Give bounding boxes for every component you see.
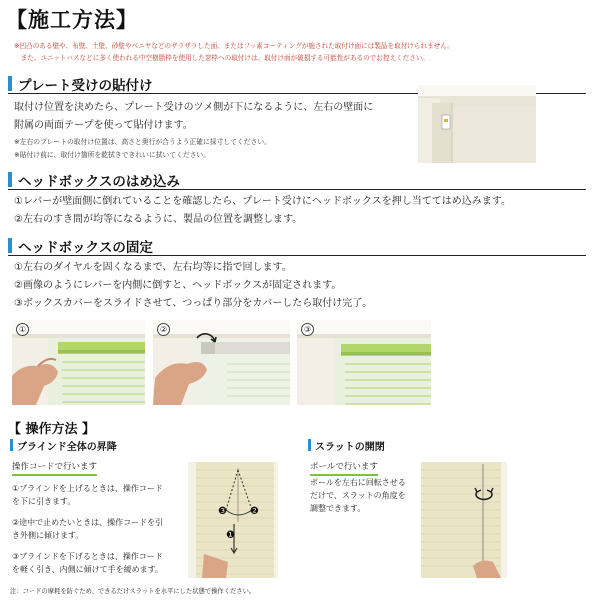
body-line: ①左右のダイヤルを固くなるまで、左右均等に指で回します。 [14,262,292,273]
lift-cord-photo [188,462,278,578]
op-line: を軽く引き、内側に傾けて手を緩めます。 [12,565,164,574]
step-number-badge: ② [157,323,170,336]
operation-title: 【 操作方法 】 [8,422,96,437]
step-number-badge: ③ [301,323,314,336]
op-line: を下に引きます。 [12,497,76,506]
op-line: ③ブラインドを下げるときは、操作コード [12,552,163,561]
section-notes-plate [14,136,404,162]
op-line: 調整できます。 [310,504,366,513]
lift-cord-illustration [188,462,278,578]
lift-heading-text: ブラインド全体の昇降 [17,442,117,453]
slat-instruction [310,476,420,515]
step-2-illustration [153,320,290,405]
section-body-plate [14,99,404,135]
step-photo-1 [12,320,145,405]
lift-mark-1: ❶ [226,530,235,541]
step-number-badge: ① [16,323,29,336]
step-3-illustration [297,320,431,405]
op-line: ポールを左右に回転させる [310,478,406,487]
section-marker [8,238,12,253]
section-marker [8,76,12,91]
page-title: 【施工方法】 [6,8,138,32]
lift-mark-3: ❸ [218,506,227,517]
section-body-fix [14,259,594,313]
plate-illustration [418,85,536,163]
body-line: ③ボックスカバーをスライドさせて、つっぱり部分をカバーしたら取付け完了。 [14,298,373,309]
op-line: ①ブラインドを上げるときは、操作コード [12,484,163,493]
step-photo-3 [297,320,431,405]
footnote: 注：コードの摩耗を防ぐため、できるだけスラットを水平にした状態で操作ください。 [10,588,256,595]
note-line: ※貼付け前に、取付け箇所を乾拭きできれいに拭いてください。 [14,151,211,159]
lift-method-label: 操作コードで行います [12,460,97,476]
section-heading-text: ヘッドボックスの固定 [18,240,153,256]
step-1-illustration [12,320,145,405]
step-photo-2 [153,320,290,405]
wand-photo [421,462,507,578]
lift-instruction-2 [12,516,182,542]
section-heading-fix [8,236,586,256]
note-line: ※左右のプレートの取付け位置は、高さと奥行が合うよう正確に採寸してください。 [14,138,271,146]
lift-instruction-3 [12,550,187,576]
body-line: ②左右のすき間が均等になるように、製品の位置を調整します。 [14,214,303,225]
plate-photo [418,85,536,163]
lift-mark-2: ❷ [250,506,259,517]
section-heading-text: プレート受けの貼付け [18,78,153,94]
warning-line: また、ユニットバスなどに多く使われる中空樹脂枠を使用した窓枠への取付けは、取付け面が破損する可能性があるのでお控えください。 [14,54,430,62]
warning-line: ※凹凸のある壁や、布壁、土壁、砂壁やベニヤなどのザラザラした面、またはフッ素コーティングが施された取付け面には製品を取付けられません。 [14,42,454,50]
section-marker [8,172,12,187]
section-heading-insert [8,170,586,190]
body-line: 取付け位置を決めたら、プレート受けのツメ側が下になるように、左右の壁面に [14,102,374,113]
slat-method-label: ポールで行います [310,460,378,476]
warning-note [14,40,594,64]
slat-heading-text: スラットの開閉 [315,442,385,453]
body-line: ②画像のようにレバーを内側に倒すと、ヘッドボックスが固定されます。 [14,280,342,291]
body-line: 附属の両面テープを使って貼付けます。 [14,120,193,131]
op-line: ②途中で止めたいときは、操作コードを引 [12,518,164,527]
lift-instruction-1 [12,482,182,508]
section-marker [10,439,13,451]
section-heading-text: ヘッドボックスのはめ込み [18,174,180,190]
wand-illustration [421,462,507,578]
body-line: ①レバーが壁面側に倒れていることを確認したら、プレート受けにヘッドボックスを押し当ててはめ込みます。 [14,196,511,207]
section-body-insert [14,193,594,229]
op-line: だけで、スラットの角度を [310,491,406,500]
section-marker [308,439,311,451]
op-line: き外側に傾けます。 [12,531,84,540]
